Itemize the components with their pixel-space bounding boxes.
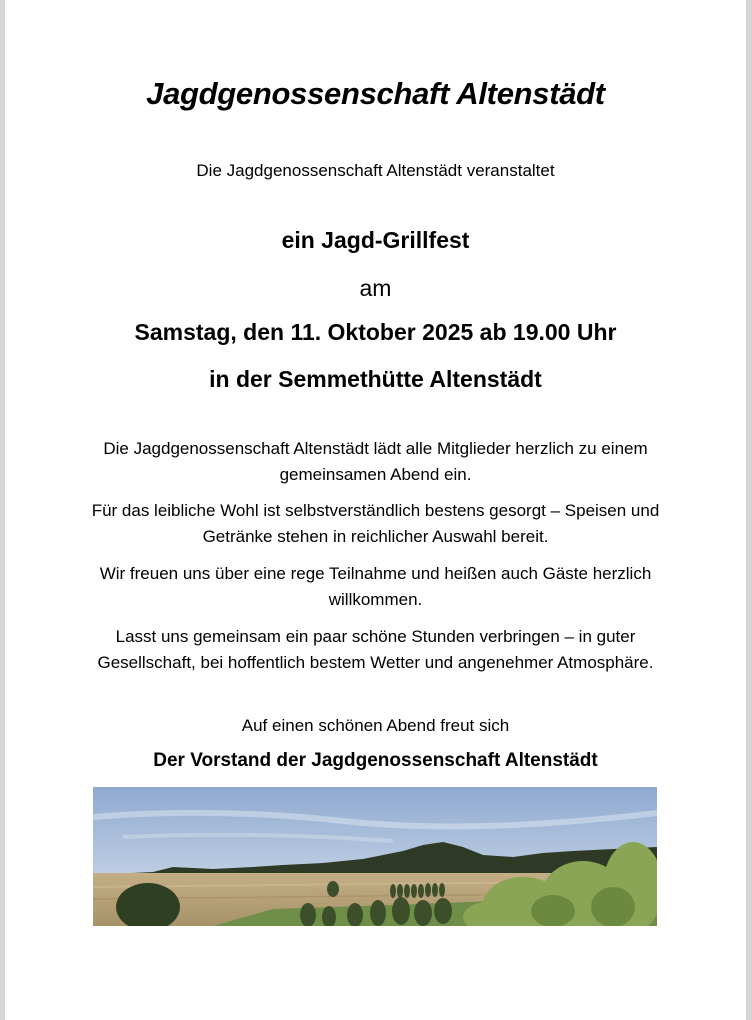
flyer-page [5, 0, 746, 1020]
paragraph-invitation: Die Jagdgenossenschaft Altenstädt lädt alle Mitglieder herzlich zu einem gemeinsamen Abend ein. [103, 439, 648, 484]
connector-text: am [359, 275, 392, 301]
event-venue: in der Semmethütte Altenstädt [209, 366, 542, 392]
paragraph-guests: Wir freuen uns über eine rege Teilnahme und heißen auch Gäste herzlich willkommen. [99, 564, 652, 609]
event-date-time: Samstag, den 11. Oktober 2025 ab 19.00 Uhr [134, 319, 617, 345]
document-title: Jagdgenossenschaft Altenstädt [146, 76, 605, 111]
paragraph-atmosphere: Lasst uns gemeinsam ein paar schöne Stunden verbringen – in guter Gesellschaft, bei hoffentlich bestem Wetter und angenehmer Atmosphäre. [97, 627, 654, 672]
event-name: ein Jagd-Grillfest [281, 227, 470, 253]
landscape-photo [93, 787, 657, 926]
signature: Der Vorstand der Jagdgenossenschaft Altenstädt [153, 750, 598, 771]
paragraph-closing: Auf einen schönen Abend freut sich [241, 716, 510, 735]
intro-line: Die Jagdgenossenschaft Altenstädt veranstaltet [196, 161, 555, 180]
paragraph-catering: Für das leibliche Wohl ist selbstverständlich bestens gesorgt – Speisen und Getränke stehen in reichlicher Auswahl bereit. [91, 501, 660, 546]
